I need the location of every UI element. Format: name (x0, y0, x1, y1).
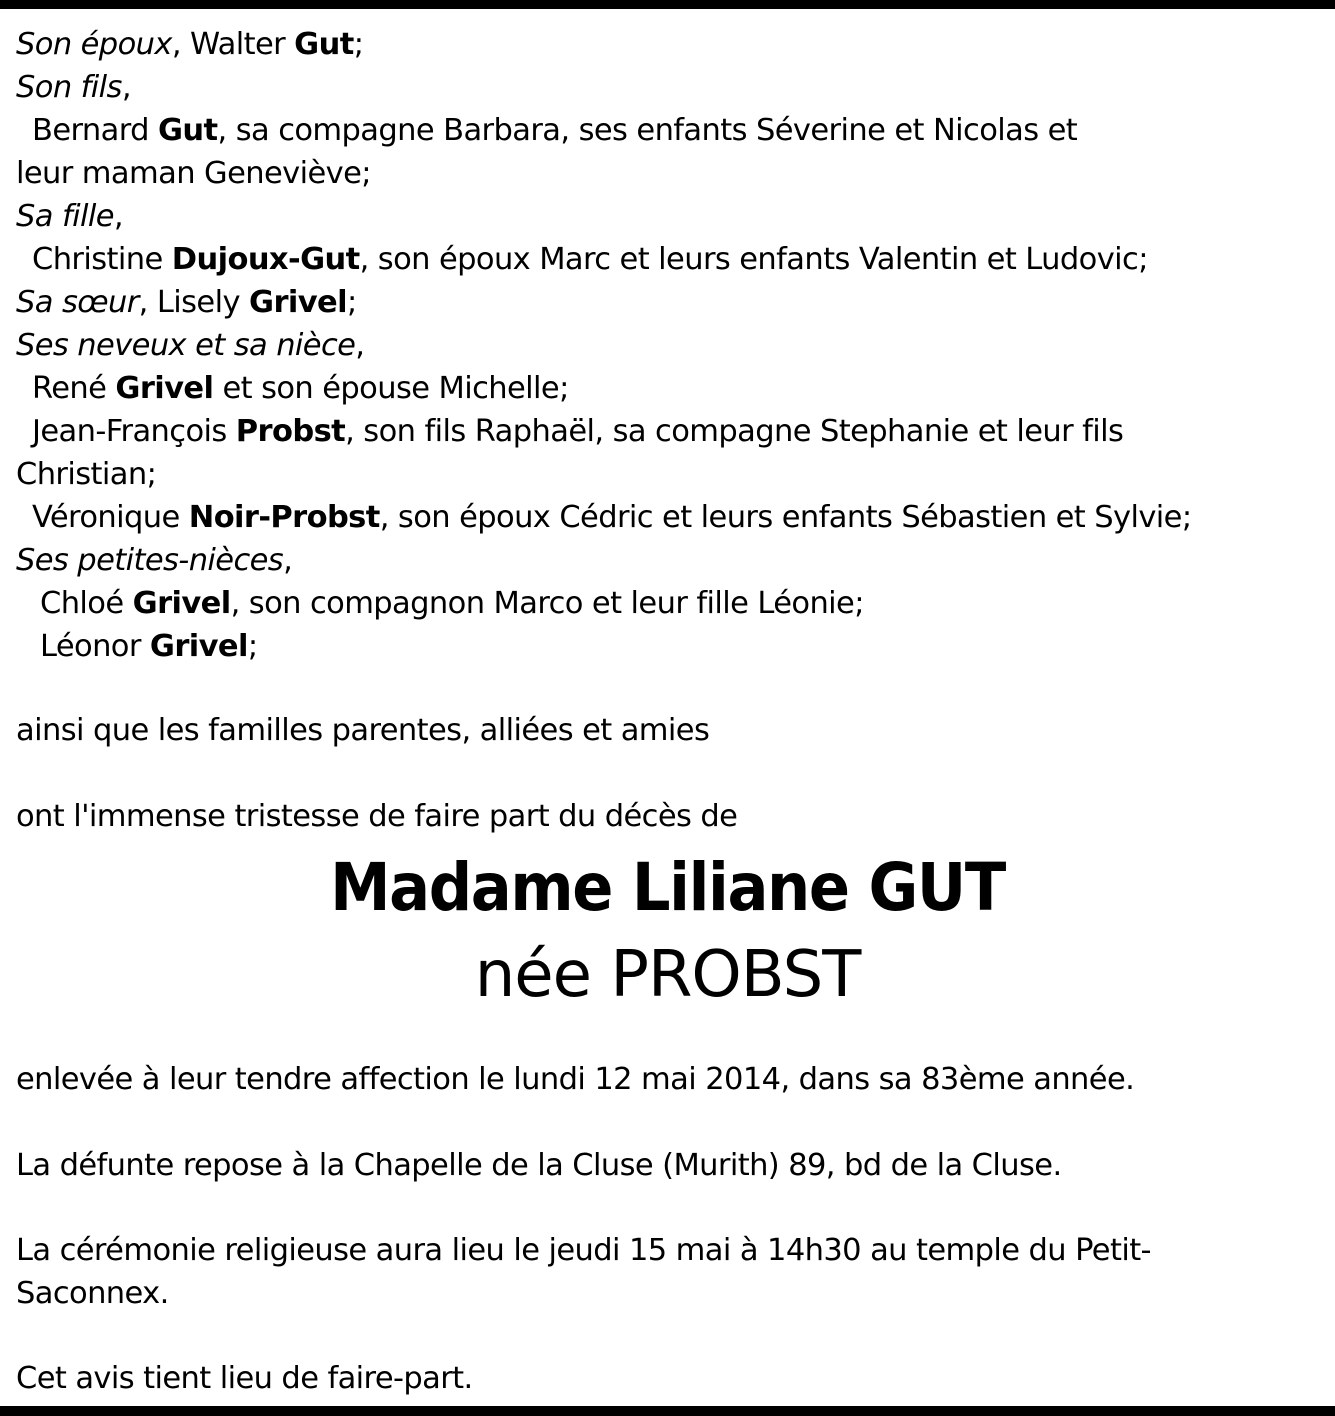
announce-paragraph (16, 795, 1316, 838)
spouse-label: Son époux (16, 27, 172, 62)
nephew2-line (16, 410, 1316, 453)
grandnieces-label: Ses petites-nièces (16, 543, 284, 578)
daughter-details: , son époux Marc et leurs enfants Valentin et Ludovic; (359, 242, 1148, 277)
sister-line: Sa sœur, Lisely Grivel; (16, 285, 357, 320)
son-details-continued: leur maman Geneviève; (16, 156, 371, 191)
niece-first-name: Véronique (32, 500, 180, 535)
grandnieces-label-line: Ses petites-nièces, (16, 543, 293, 578)
ceremony-text-continued: Saconnex. (16, 1276, 169, 1311)
allies-paragraph (16, 709, 1316, 752)
daughter-label: Sa fille (16, 199, 114, 234)
son-last-name: Gut (158, 113, 218, 148)
sister-last-name: Grivel (249, 285, 347, 320)
spouse-line: Son époux, Walter Gut; (16, 27, 364, 62)
niece-line (16, 496, 1316, 539)
passed-text: enlevée à leur tendre affection le lundi 12 mai 2014, dans sa 83ème année. (16, 1062, 1135, 1097)
grandniece1-last-name: Grivel (132, 586, 231, 621)
sister-first-name: Lisely (156, 285, 240, 320)
deceased-name: Madame Liliane GUT (330, 849, 1005, 926)
nephew1-first-name: René (32, 371, 107, 406)
son-line-continued (16, 152, 1316, 195)
niece-details: , son époux Cédric et leurs enfants Sébastien et Sylvie; (379, 500, 1192, 535)
ceremony-paragraph (16, 1229, 1316, 1315)
spouse-last-name: Gut (294, 27, 354, 62)
rests-paragraph (16, 1144, 1316, 1187)
nephew2-details: , son fils Raphaël, sa compagne Stephanie et leur fils (345, 414, 1124, 449)
bottom-rule (0, 1406, 1335, 1416)
ceremony-text: La cérémonie religieuse aura lieu le jeudi 15 mai à 14h30 au temple du Petit- (16, 1233, 1151, 1268)
spouse-first-name: Walter (190, 27, 286, 62)
nephew2-last-name: Probst (235, 414, 346, 449)
grandniece2-last-name: Grivel (149, 629, 248, 664)
nephew1-last-name: Grivel (115, 371, 214, 406)
niece-last-name: Noir-Probst (188, 500, 380, 535)
nephews-label-line: Ses neveux et sa nièce, (16, 328, 365, 363)
family-list (16, 23, 1316, 668)
son-details: , sa compagne Barbara, ses enfants Séverine et Nicolas et (217, 113, 1078, 148)
son-label-line: Son fils, (16, 70, 131, 105)
notice-text: Cet avis tient lieu de faire-part. (16, 1361, 473, 1396)
grandniece1-line (16, 582, 1316, 625)
nephew1-details: et son épouse Michelle; (213, 371, 569, 406)
grandniece1-details: , son compagnon Marco et leur fille Léonie; (230, 586, 864, 621)
nephew2-first-name: Jean-François (32, 414, 227, 449)
daughter-first-name: Christine (32, 242, 163, 277)
daughter-line (16, 238, 1316, 281)
nephew2-line-continued (16, 453, 1316, 496)
passed-paragraph (16, 1058, 1316, 1101)
son-line (16, 109, 1316, 152)
daughter-last-name: Dujoux-Gut (171, 242, 360, 277)
nephew1-line (16, 367, 1316, 410)
son-label: Son fils (16, 70, 122, 105)
allies-text: ainsi que les familles parentes, alliées et amies (16, 713, 710, 748)
grandniece2-line: Léonor Grivel; (40, 629, 258, 664)
sister-label: Sa sœur (16, 285, 139, 320)
daughter-label-line: Sa fille, (16, 199, 123, 234)
nephews-label: Ses neveux et sa nièce (16, 328, 356, 363)
grandniece2-first-name: Léonor (40, 629, 141, 664)
nephew2-details-continued: Christian; (16, 457, 157, 492)
top-rule (0, 0, 1335, 9)
notice-paragraph (16, 1357, 1316, 1400)
rests-text: La défunte repose à la Chapelle de la Cluse (Murith) 89, bd de la Cluse. (16, 1148, 1062, 1183)
grandniece1-first-name: Chloé (40, 586, 124, 621)
son-first-name: Bernard (32, 113, 149, 148)
announce-text: ont l'immense tristesse de faire part du décès de (16, 799, 738, 834)
deceased-maiden-name: née PROBST (474, 938, 861, 1012)
